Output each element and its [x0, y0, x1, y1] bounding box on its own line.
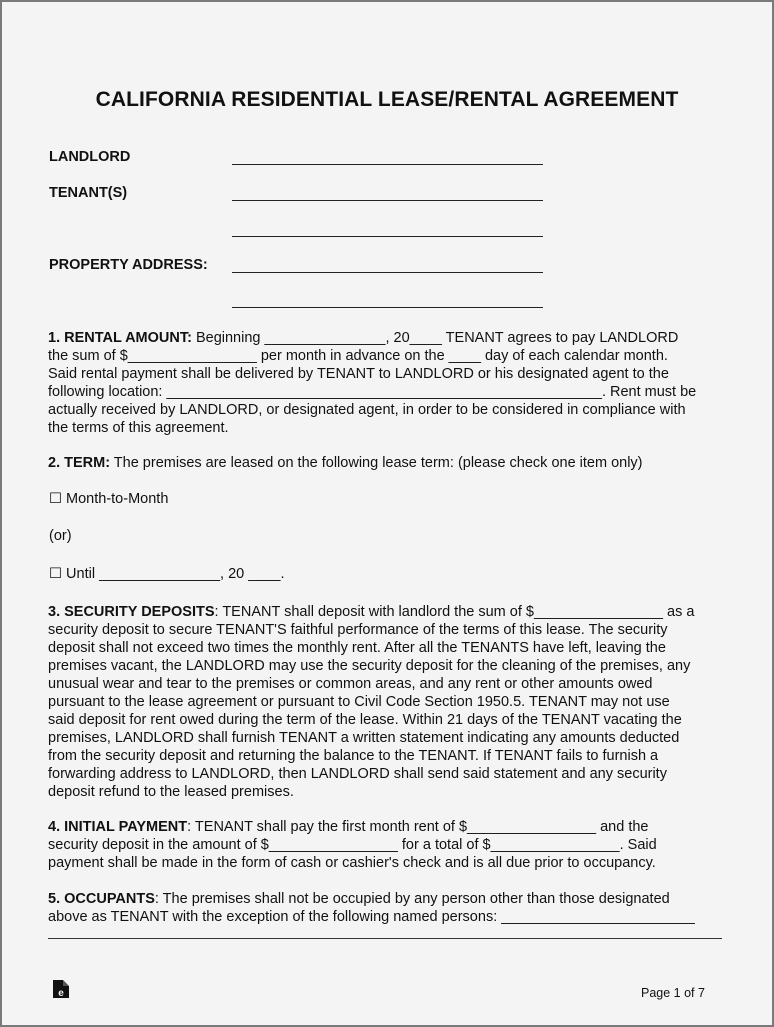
term-heading: 2. TERM: — [48, 455, 111, 471]
rental-amount-line-3: Said rental payment shall be delivered by TENANT to LANDLORD or his designated agent to the — [48, 366, 669, 382]
security-line-7: said deposit for rent owed during the term of the lease. Within 21 days of the TENANT vacating the — [48, 712, 682, 728]
security-line-3: deposit shall not exceed two times the monthly rent. After all the TENANTS have left, leaving the — [48, 640, 666, 656]
initial-payment-line-1: : TENANT shall pay the first month rent of $________________ and the — [187, 819, 649, 835]
security-line-11: deposit refund to the leased premises. — [48, 784, 294, 800]
occupants-heading: 5. OCCUPANTS — [48, 891, 155, 907]
property-address-line-1[interactable] — [232, 272, 543, 273]
svg-text:e: e — [58, 988, 64, 999]
rental-amount-line-1: Beginning _______________, 20____ TENANT agrees to pay LANDLORD — [191, 330, 679, 346]
tenants-label: TENANT(S) — [49, 185, 128, 201]
occupants-line-1: : The premises shall not be occupied by any person other than those designated — [154, 891, 670, 907]
rental-amount-line-4: following location: ______________________________________________________. Rent must be — [48, 384, 697, 400]
document-page — [2, 2, 772, 1025]
occupants-line-2: above as TENANT with the exception of the following named persons: ________________________ — [48, 909, 695, 925]
initial-payment-heading: 4. INITIAL PAYMENT — [48, 819, 188, 835]
term-or-label: (or) — [49, 528, 72, 544]
property-address-line-2[interactable] — [232, 307, 543, 308]
rental-amount-line-6: the terms of this agreement. — [48, 420, 229, 436]
tenant-line-2[interactable] — [232, 236, 543, 237]
security-line-8: premises, LANDLORD shall furnish TENANT a written statement indicating any amounts deducted — [48, 730, 680, 746]
security-line-6: pursuant to the lease agreement or pursuant to Civil Code Section 1950.5. TENANT may not use — [48, 694, 670, 710]
page-number: Page 1 of 7 — [641, 986, 705, 1000]
occupants-blank-line[interactable] — [48, 938, 722, 939]
rental-amount-line-2: the sum of $________________ per month in advance on the ____ day of each calendar month. — [48, 348, 668, 364]
security-line-2: security deposit to secure TENANT'S faithful performance of the terms of this lease. The security — [48, 622, 668, 638]
security-line-1: : TENANT shall deposit with landlord the sum of $________________ as a — [214, 604, 695, 620]
term-text: The premises are leased on the following lease term: (please check one item only) — [110, 455, 643, 471]
landlord-line[interactable] — [232, 164, 543, 165]
section-rental-amount — [48, 329, 728, 437]
rental-amount-heading: 1. RENTAL AMOUNT: — [48, 330, 192, 346]
section-occupants — [48, 890, 728, 926]
security-line-9: from the security deposit and returning the balance to the TENANT. If TENANT fails to furnish a — [48, 748, 659, 764]
property-address-label: PROPERTY ADDRESS: — [49, 257, 208, 273]
security-line-5: unusual wear and tear to the premises or common areas, and any rent or other amounts owed — [48, 676, 653, 692]
rental-amount-line-5: actually received by LANDLORD, or designated agent, in order to be considered in compliance with — [48, 402, 686, 418]
section-initial-payment — [48, 818, 728, 872]
security-heading: 3. SECURITY DEPOSITS — [48, 604, 215, 620]
section-security-deposits — [48, 603, 728, 801]
term-option-until[interactable]: ☐ Until _______________, 20 ____. — [49, 566, 285, 582]
initial-payment-line-3: payment shall be made in the form of cash or cashier's check and is all due prior to occupancy. — [48, 855, 656, 871]
tenant-line-1[interactable] — [232, 200, 543, 201]
landlord-label: LANDLORD — [49, 149, 131, 165]
security-line-10: forwarding address to LANDLORD, then LANDLORD shall send said statement and any security — [48, 766, 667, 782]
initial-payment-line-2: security deposit in the amount of $________________ for a total of $________________. Said — [48, 837, 657, 853]
security-line-4: premises vacant, the LANDLORD may use the security deposit for the cleaning of the premises, any — [48, 658, 691, 674]
document-e-logo-icon — [52, 979, 70, 999]
term-option-month-to-month[interactable]: ☐ Month-to-Month — [49, 491, 169, 507]
section-term — [48, 454, 728, 472]
document-title: CALIFORNIA RESIDENTIAL LEASE/RENTAL AGREEMENT — [95, 88, 679, 111]
